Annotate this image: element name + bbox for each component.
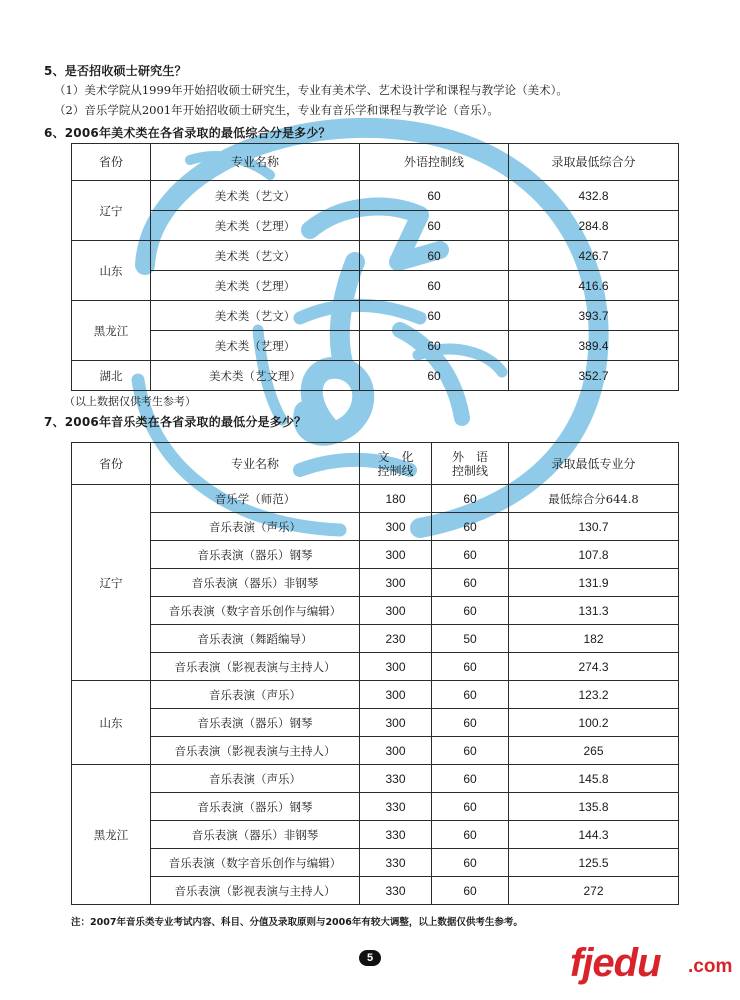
score-cell: 123.2 [509,681,679,709]
foreign-line-cell: 60 [360,211,509,241]
major-cell: 音乐表演（影视表演与主持人） [151,737,360,765]
table-row [72,301,679,331]
major-cell: 音乐表演（声乐） [151,513,360,541]
score-cell: 272 [509,877,679,905]
score-cell: 432.8 [509,181,679,211]
major-cell: 音乐表演（舞蹈编导） [151,625,360,653]
table-row [72,653,679,681]
col-header-major: 专业名称 [151,144,360,181]
score-cell: 100.2 [509,709,679,737]
page-number: 5 [359,950,381,966]
foreign-line-cell: 60 [432,793,509,821]
logo-wordmark: fjedu [570,941,661,985]
table-row [72,331,679,361]
score-cell: 265 [509,737,679,765]
score-cell: 最低综合分644.8 [509,485,679,513]
province-cell: 黑龙江 [72,765,151,905]
culture-line-cell: 300 [360,541,432,569]
score-cell: 274.3 [509,653,679,681]
score-cell: 284.8 [509,211,679,241]
culture-line-cell: 300 [360,653,432,681]
major-cell: 音乐表演（影视表演与主持人） [151,653,360,681]
table-row [72,541,679,569]
table-row [72,821,679,849]
table-row [72,737,679,765]
music-table-footnote: 注：2007年音乐类专业考试内容、科目、分值及录取原则与2006年有较大调整，以上数据仅供考生参考。 [71,917,523,928]
province-cell: 辽宁 [72,485,151,681]
culture-line-cell: 300 [360,709,432,737]
culture-line-cell: 330 [360,849,432,877]
foreign-line-cell: 60 [360,361,509,391]
score-cell: 182 [509,625,679,653]
province-cell: 湖北 [72,361,151,391]
col-header-province: 省份 [72,144,151,181]
province-cell: 辽宁 [72,181,151,241]
province-cell: 山东 [72,681,151,765]
foreign-line-cell: 60 [432,821,509,849]
score-cell: 135.8 [509,793,679,821]
col-header-province: 省份 [72,443,151,485]
col-header-major: 专业名称 [151,443,360,485]
province-cell: 黑龙江 [72,301,151,361]
table-row [72,597,679,625]
table-row [72,765,679,793]
culture-line-cell: 300 [360,569,432,597]
culture-line-cell: 300 [360,681,432,709]
major-cell: 美术类（艺理） [151,211,360,241]
foreign-line-cell: 60 [432,513,509,541]
foreign-line-cell: 60 [432,541,509,569]
major-cell: 音乐表演（声乐） [151,681,360,709]
fjedu-logo [570,938,740,988]
table-row [72,849,679,877]
table-row [72,271,679,301]
culture-line-cell: 330 [360,793,432,821]
music-admission-table [71,442,679,905]
score-cell: 389.4 [509,331,679,361]
col-header-min-score: 录取最低综合分 [509,144,679,181]
foreign-line-cell: 60 [432,653,509,681]
table-row [72,211,679,241]
table-row [72,485,679,513]
culture-line-cell: 330 [360,765,432,793]
col-header-foreign-line [432,443,509,485]
score-cell: 144.3 [509,821,679,849]
major-cell: 美术类（艺理） [151,331,360,361]
foreign-line-cell: 60 [432,765,509,793]
culture-line-cell: 330 [360,877,432,905]
table-row [72,241,679,271]
score-cell: 130.7 [509,513,679,541]
foreign-header-line-2: 控制线 [451,463,488,478]
culture-line-cell: 180 [360,485,432,513]
major-cell: 音乐表演（声乐） [151,765,360,793]
major-cell: 音乐学（师范） [151,485,360,513]
question-5-item-1: （1）美术学院从1999年开始招收硕士研究生，专业有美术学、艺术设计学和课程与教学论（美术）。 [54,83,568,97]
culture-line-cell: 300 [360,513,432,541]
major-cell: 美术类（艺理） [151,271,360,301]
col-header-culture-line [360,443,432,485]
score-cell: 125.5 [509,849,679,877]
table-row [72,709,679,737]
question-7-title: 7、2006年音乐类在各省录取的最低分是多少？ [44,415,307,429]
foreign-line-cell: 60 [432,877,509,905]
score-cell: 131.3 [509,597,679,625]
table-header-row [72,144,679,181]
art-table-note: （以上数据仅供考生参考） [64,395,196,408]
foreign-line-cell: 60 [360,181,509,211]
major-cell: 美术类（艺文理） [151,361,360,391]
table-row [72,569,679,597]
major-cell: 音乐表演（器乐）钢琴 [151,709,360,737]
major-cell: 音乐表演（数字音乐创作与编辑） [151,849,360,877]
culture-line-cell: 300 [360,737,432,765]
foreign-line-cell: 50 [432,625,509,653]
table-row [72,877,679,905]
major-cell: 美术类（艺文） [151,181,360,211]
score-cell: 145.8 [509,765,679,793]
major-cell: 美术类（艺文） [151,301,360,331]
score-cell: 352.7 [509,361,679,391]
table-row [72,681,679,709]
col-header-min-score: 录取最低专业分 [509,443,679,485]
major-cell: 音乐表演（数字音乐创作与编辑） [151,597,360,625]
major-cell: 音乐表演（影视表演与主持人） [151,877,360,905]
major-cell: 美术类（艺文） [151,241,360,271]
question-6-title: 6、2006年美术类在各省录取的最低综合分是多少？ [44,126,331,140]
table-row [72,513,679,541]
art-admission-table [71,143,679,391]
culture-header-line-2: 控制线 [377,463,414,478]
question-5-title: 5、是否招收硕士研究生？ [44,64,187,78]
table-row [72,625,679,653]
foreign-line-cell: 60 [360,331,509,361]
foreign-line-cell: 60 [432,485,509,513]
foreign-line-cell: 60 [432,569,509,597]
table-row [72,361,679,391]
table-row [72,181,679,211]
province-cell: 山东 [72,241,151,301]
major-cell: 音乐表演（器乐）钢琴 [151,541,360,569]
major-cell: 音乐表演（器乐）钢琴 [151,793,360,821]
foreign-line-cell: 60 [432,681,509,709]
major-cell: 音乐表演（器乐）非钢琴 [151,569,360,597]
score-cell: 131.9 [509,569,679,597]
foreign-line-cell: 60 [432,737,509,765]
culture-line-cell: 330 [360,821,432,849]
culture-line-cell: 300 [360,597,432,625]
question-5-item-2: （2）音乐学院从2001年开始招收硕士研究生，专业有音乐学和课程与教学论（音乐）。 [54,103,499,117]
foreign-line-cell: 60 [432,849,509,877]
score-cell: 393.7 [509,301,679,331]
score-cell: 107.8 [509,541,679,569]
score-cell: 416.6 [509,271,679,301]
foreign-line-cell: 60 [432,709,509,737]
foreign-line-cell: 60 [360,271,509,301]
col-header-foreign-line: 外语控制线 [360,144,509,181]
culture-header-line-1: 文 化 [377,449,414,464]
culture-line-cell: 230 [360,625,432,653]
major-cell: 音乐表演（器乐）非钢琴 [151,821,360,849]
logo-domain: .com [688,956,733,977]
score-cell: 426.7 [509,241,679,271]
foreign-line-cell: 60 [360,301,509,331]
table-row [72,793,679,821]
table-header-row [72,443,679,485]
foreign-line-cell: 60 [432,597,509,625]
foreign-header-line-1: 外 语 [451,449,488,464]
foreign-line-cell: 60 [360,241,509,271]
